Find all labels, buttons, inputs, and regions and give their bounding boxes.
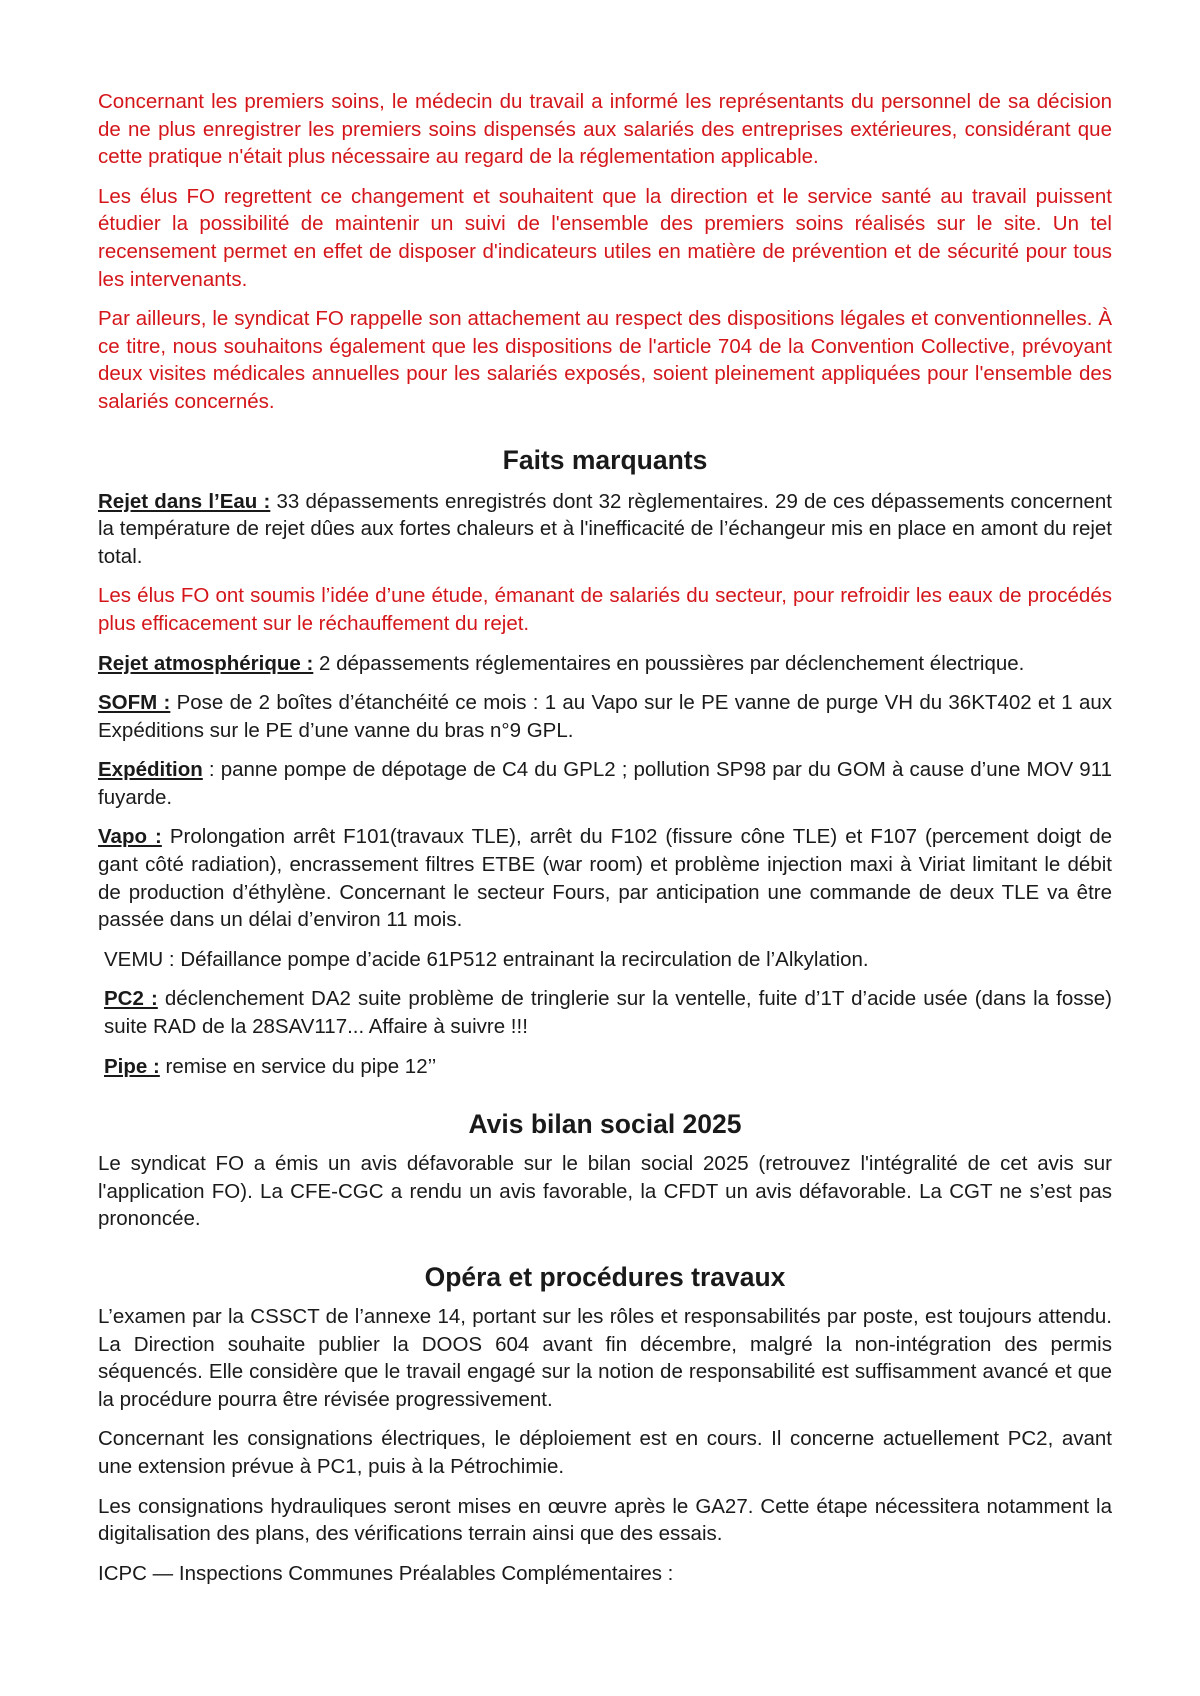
item-sofm xyxy=(98,689,1112,744)
item-pc2 xyxy=(98,985,1112,1040)
opera-paragraph-2: Concernant les consignations électriques, le déploiement est en cours. Il concerne actuellement PC2, avant une extension prévue à PC1, puis à la Pétrochimie. xyxy=(98,1427,1112,1478)
item-vapo xyxy=(98,823,1112,933)
label-pipe: Pipe : xyxy=(104,1054,160,1078)
avis-paragraph: Le syndicat FO a émis un avis défavorable sur le bilan social 2025 (retrouvez l'intégralité de cet avis sur l'application FO). La CFE-CGC a rendu un avis favorable, la CFDT un avis défavorable. La CGT ne s’est pas prononcée. xyxy=(98,1152,1112,1231)
text-vapo: Prolongation arrêt F101(travaux TLE), arrêt du F102 (fissure cône TLE) et F107 (percement doigt de gant côté radiation), encrassement filtres ETBE (war room) et problème injection maxi à Viriat limitant le débit de production d’éthylène. Concernant le secteur Fours, par anticipation une commande de deux TLE va être passée dans un délai d’environ 11 mois. xyxy=(98,825,1113,932)
opera-paragraph-1: L’examen par la CSSCT de l’annexe 14, portant sur les rôles et responsabilités par poste, est toujours attendu. La Direction souhaite publier la DOOS 604 avant fin décembre, malgré la non-intégration des permis séquencés. Elle considère que le travail engagé sur la notion de responsabilité est suffisamment avancé et que la procédure pourra être révisée progressivement. xyxy=(98,1305,1112,1411)
item-rejet-atmo xyxy=(98,650,1112,678)
intro-paragraph-1: Concernant les premiers soins, le médecin du travail a informé les représentants du personnel de sa décision de ne plus enregistrer les premiers soins dispensés aux salariés des entreprises extérieures, considérant que cette pratique n'était plus nécessaire au regard de la réglementation applicable. xyxy=(98,90,1112,169)
text-rejet-eau: 33 dépassements enregistrés dont 32 règlementaires. 29 de ces dépassements concernent la température de rejet dûes aux fortes chaleurs et à l'inefficacité de l’échangeur mis en place en amont du rejet total. xyxy=(98,489,1112,568)
intro-paragraph-3: Par ailleurs, le syndicat FO rappelle son attachement au respect des dispositions légales et conventionnelles. À ce titre, nous souhaitons également que les dispositions de l'article 704 de la Convention Collective, prévoyant deux visites médicales annuelles pour les salariés exposés, soient pleinement appliquées pour l'ensemble des salariés concernés. xyxy=(98,307,1112,413)
text-pc2: déclenchement DA2 suite problème de tringlerie sur la ventelle, fuite d’1T d’acide usée (dans la fosse) suite RAD de la 28SAV117... Affaire à suivre !!! xyxy=(104,987,1113,1039)
item-expedition xyxy=(98,756,1112,811)
intro-paragraph-2: Les élus FO regrettent ce changement et souhaitent que la direction et le service santé au travail puissent étudier la possibilité de maintenir un suivi de l'ensemble des premiers soins réalisés sur le site. Un tel recensement permet en effet de disposer d'indicateurs utiles en matière de prévention et de sécurité pour tous les intervenants. xyxy=(98,184,1112,291)
item-pipe xyxy=(98,1053,1112,1081)
section-title-faits-marquants: Faits marquants xyxy=(502,444,708,475)
text-sofm: Pose de 2 boîtes d’étanchéité ce mois : 1 au Vapo sur le PE vanne de purge VH du 36KT402 et 1 aux Expéditions sur le PE d’une vanne du bras n°9 GPL. xyxy=(98,691,1112,742)
label-expedition: Expédition xyxy=(98,758,203,782)
document-page xyxy=(98,88,1112,1599)
item-rejet-eau xyxy=(98,488,1112,571)
item-vemu: VEMU : Défaillance pompe d’acide 61P512 entrainant la recirculation de l’Alkylation. xyxy=(104,947,869,971)
label-rejet-atmo: Rejet atmosphérique : xyxy=(98,651,314,675)
text-expedition: : panne pompe de dépotage de C4 du GPL2 ; pollution SP98 par du GOM à cause d’une MOV 911 fuyarde. xyxy=(98,758,1112,809)
opera-paragraph-4: ICPC — Inspections Communes Préalables Complémentaires : xyxy=(98,1561,674,1585)
label-rejet-eau: Rejet dans l’Eau : xyxy=(98,489,271,513)
opera-paragraph-3: Les consignations hydrauliques seront mises en œuvre après le GA27. Cette étape nécessitera notamment la digitalisation des plans, des vérifications terrain ainsi que des essais. xyxy=(98,1494,1112,1546)
note-rejet-eau: Les élus FO ont soumis l’idée d’une étude, émanant de salariés du secteur, pour refroidir les eaux de procédés plus efficacement sur le réchauffement du rejet. xyxy=(98,584,1112,635)
text-rejet-atmo: 2 dépassements réglementaires en poussières par déclenchement électrique. xyxy=(313,651,1025,675)
section-title-avis-bilan-social: Avis bilan social 2025 xyxy=(468,1109,742,1140)
label-sofm: SOFM : xyxy=(98,691,171,715)
section-title-opera: Opéra et procédures travaux xyxy=(424,1262,786,1292)
label-vapo: Vapo : xyxy=(98,825,162,849)
label-pc2: PC2 : xyxy=(104,987,158,1011)
text-pipe: remise en service du pipe 12’’ xyxy=(159,1054,437,1078)
